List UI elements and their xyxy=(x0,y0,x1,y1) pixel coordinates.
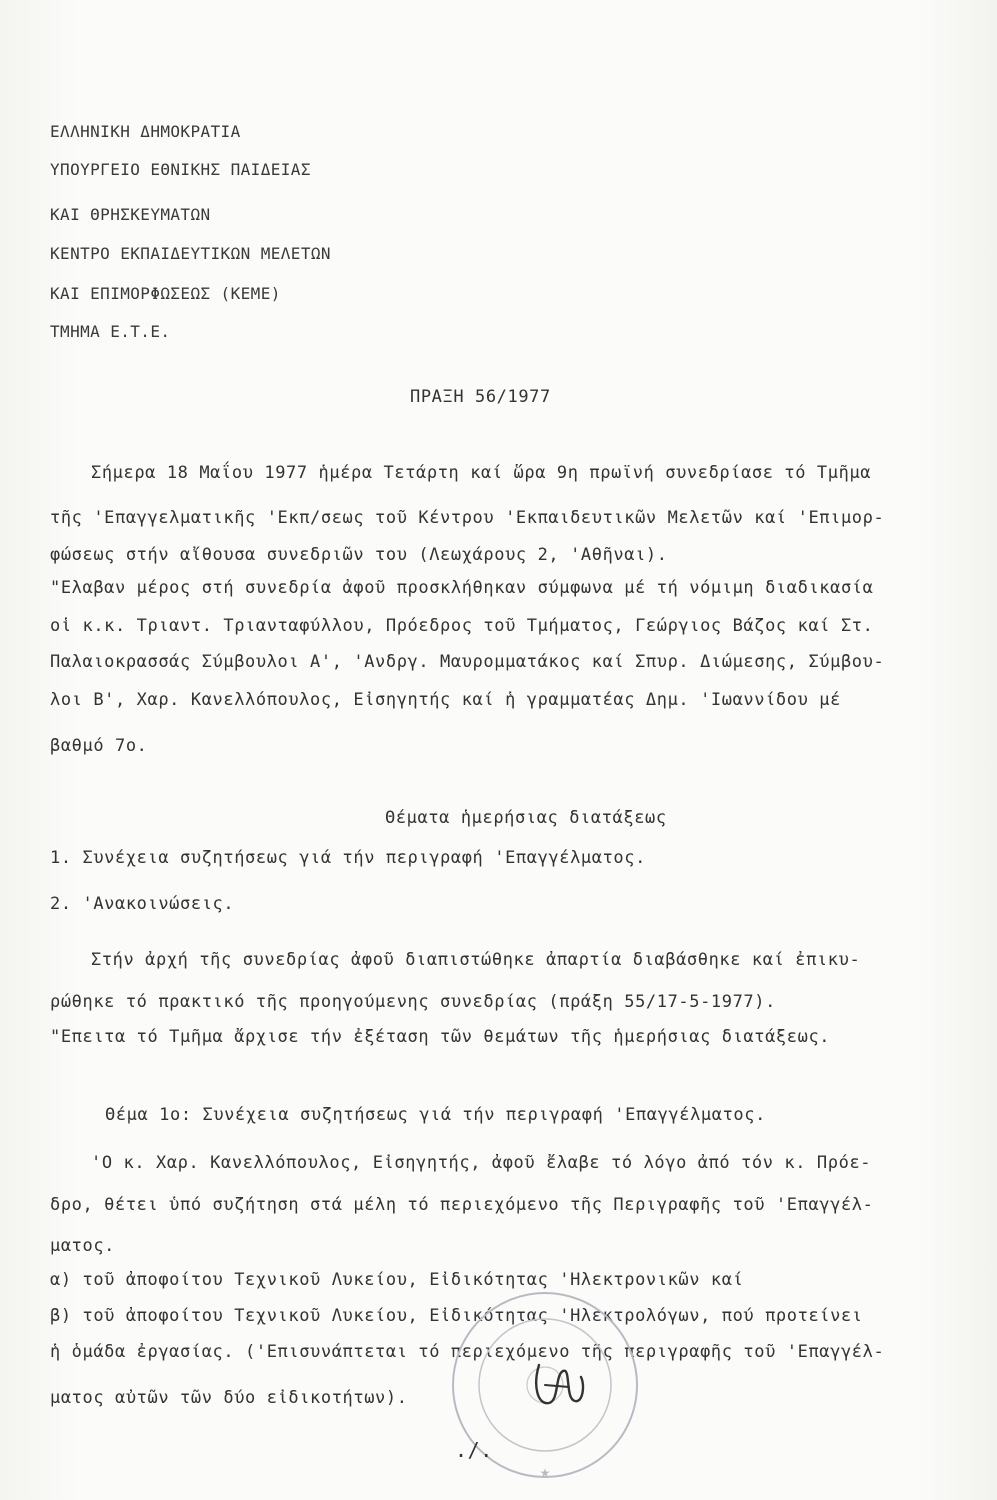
header-line-6: ΤΜΗΜΑ Ε.Τ.Ε. xyxy=(50,322,171,341)
topic-line: ἡ ὁμάδα ἐργασίας. ('Επισυνάπτεται τό περιεχόμενο τῆς περιγραφῆς τοῦ 'Επαγγέλ- xyxy=(50,1342,885,1362)
header-line-1: ΕΛΛΗΝΙΚΗ ΔΗΜΟΚΡΑΤΙΑ xyxy=(50,122,241,141)
header-line-5: ΚΑΙ ΕΠΙΜΟΡΦΩΣΕΩΣ (ΚΕΜΕ) xyxy=(50,284,281,303)
agenda-item: 2. 'Ανακοινώσεις. xyxy=(50,894,235,914)
intro-line: οἱ κ.κ. Τριαντ. Τριανταφύλλου, Πρόεδρος τοῦ Τμήματος, Γεώργιος Βάζος καί Στ. xyxy=(50,616,874,636)
topic-heading: Θέμα 1ο: Συνέχεια συζητήσεως γιά τήν περιγραφή 'Επαγγέλματος. xyxy=(105,1105,766,1125)
intro-line: Παλαιοκρασσάς Σύμβουλοι Α', 'Ανδργ. Μαυρομματάκος καί Σπυρ. Διώμεσης, Σύμβου- xyxy=(50,652,885,672)
header-line-4: ΚΕΝΤΡΟ ΕΚΠΑΙΔΕΥΤΙΚΩΝ ΜΕΛΕΤΩΝ xyxy=(50,244,331,263)
intro-line: βαθμό 7ο. xyxy=(50,736,148,756)
agenda-heading: Θέματα ἡμερήσιας διατάξεως xyxy=(385,808,667,828)
intro-line: φώσεως στήν αἴθουσα συνεδριῶν του (Λεωχάρους 2, 'Αθῆναι). xyxy=(50,545,668,565)
topic-line: β) τοῦ ἀποφοίτου Τεχνικοῦ Λυκείου, Εἰδικότητας 'Ηλεκτρολόγων, πού προτείνει xyxy=(50,1306,863,1326)
header-line-2: ΥΠΟΥΡΓΕΙΟ ΕΘΝΙΚΗΣ ΠΑΙΔΕΙΑΣ xyxy=(50,160,311,179)
topic-line: δρο, θέτει ὑπό συζήτηση στά μέλη τό περιεχόμενο τῆς Περιγραφῆς τοῦ 'Επαγγέλ- xyxy=(50,1195,874,1215)
topic-line: α) τοῦ ἀποφοίτου Τεχνικοῦ Λυκείου, Εἰδικότητας 'Ηλεκτρονικῶν καί xyxy=(50,1270,744,1290)
agenda-item: 1. Συνέχεια συζητήσεως γιά τήν περιγραφή 'Επαγγέλματος. xyxy=(50,848,646,868)
topic-line: ματος αὐτῶν τῶν δύο εἰδικοτήτων). xyxy=(50,1388,408,1408)
opening-line: "Επειτα τό Τμῆμα ἄρχισε τήν ἐξέταση τῶν θεμάτων τῆς ἡμερήσιας διατάξεως. xyxy=(50,1027,831,1047)
signature xyxy=(525,1355,595,1425)
intro-line: λοι Β', Χαρ. Κανελλόπουλος, Εἰσηγητής καί ἡ γραμματέας Δημ. 'Ιωαννίδου μέ xyxy=(50,690,841,710)
header-line-3: ΚΑΙ ΘΡΗΣΚΕΥΜΑΤΩΝ xyxy=(50,205,211,224)
opening-line: Στήν ἀρχή τῆς συνεδρίας ἀφοῦ διαπιστώθηκε ἀπαρτία διαβάσθηκε καί ἐπικυ- xyxy=(91,950,861,970)
topic-line: 'Ο κ. Χαρ. Κανελλόπουλος, Εἰσηγητής, ἀφοῦ ἔλαβε τό λόγο ἀπό τόν κ. Πρόε- xyxy=(91,1153,872,1173)
intro-line: τῆς 'Επαγγελματικῆς 'Εκπ/σεως τοῦ Κέντρου 'Εκπαιδευτικῶν Μελετῶν καί 'Επιμορ- xyxy=(50,508,885,528)
intro-line: "Ελαβαν μέρος στή συνεδρία ἀφοῦ προσκλήθηκαν σύμφωνα μέ τή νόμιμη διαδικασία xyxy=(50,578,874,598)
intro-line: Σήμερα 18 Μαΐου 1977 ἡμέρα Τετάρτη καί ὥρα 9η πρωϊνή συνεδρίασε τό Τμῆμα xyxy=(91,463,872,483)
opening-line: ρώθηκε τό πρακτικό τῆς προηγούμενης συνεδρίας (πράξη 55/17-5-1977). xyxy=(50,992,776,1012)
document-title: ΠΡΑΞΗ 56/1977 xyxy=(410,387,551,407)
page-continuation-marker: ./. xyxy=(455,1438,493,1462)
topic-line: ματος. xyxy=(50,1236,116,1256)
svg-text:★: ★ xyxy=(539,1466,551,1480)
